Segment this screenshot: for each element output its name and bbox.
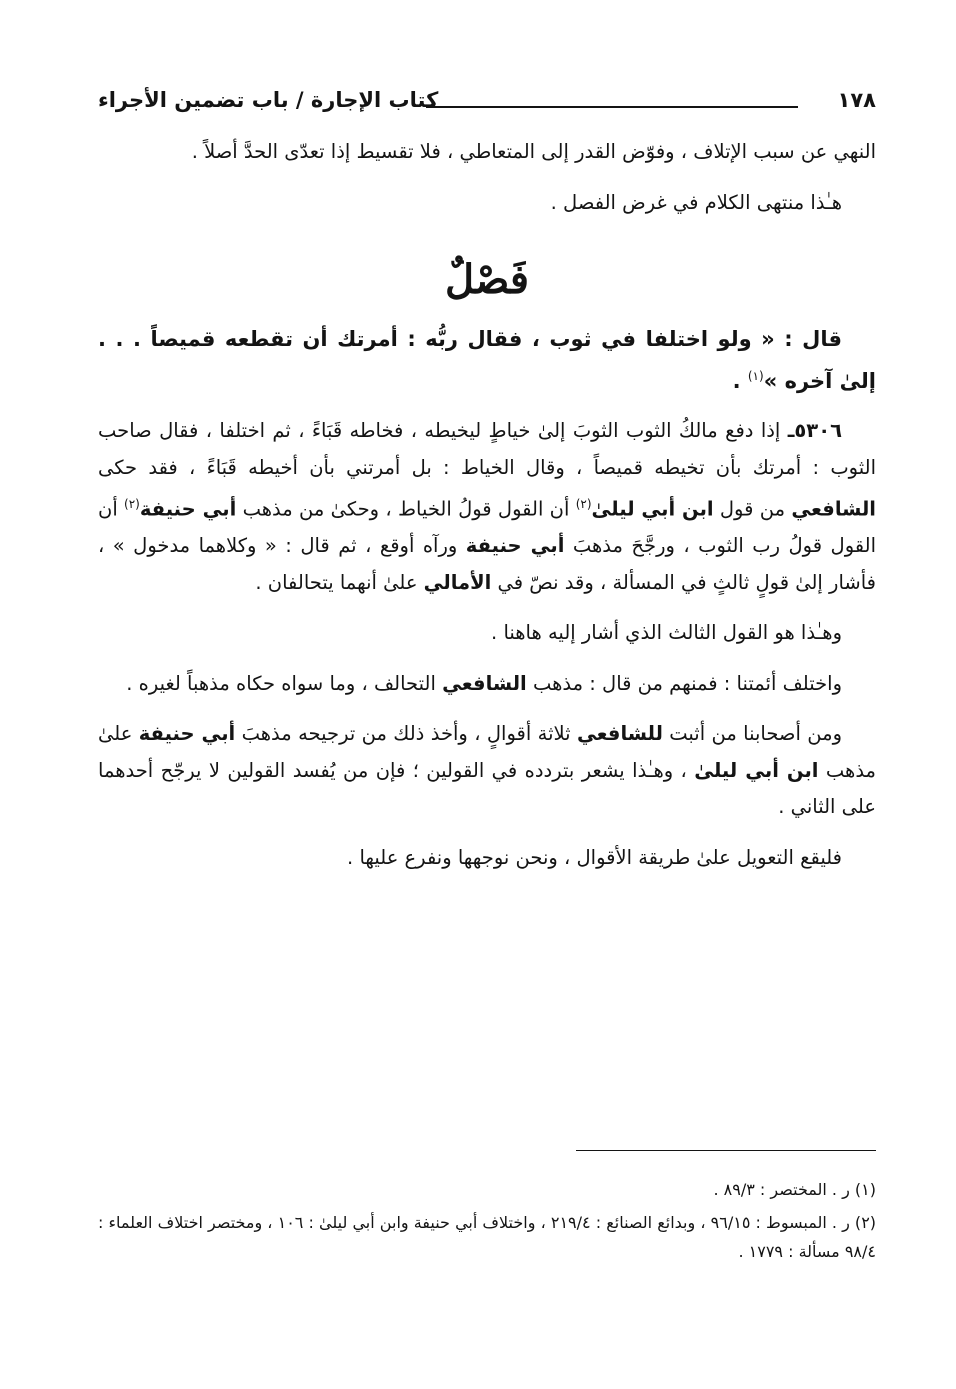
name-abu-hanifa: أبي حنيفة	[465, 534, 565, 557]
quote-end: .	[732, 368, 748, 393]
text-run: واختلف أئمتنا : فمنهم من قال : مذهب	[526, 671, 842, 695]
name-abu-hanifa: أبي حنيفة	[138, 722, 236, 745]
header-title: كتاب الإجارة / باب تضمين الأجراء	[98, 88, 439, 112]
name-shafii: الشافعي	[442, 671, 527, 695]
fasl-ornament-icon	[432, 251, 542, 309]
paragraph-three-opinions	[98, 716, 876, 826]
name-ibn-abi-layla: ابن أبي ليلىٰ	[591, 497, 714, 521]
paragraph-number: ٥٣٠٦ـ	[787, 419, 842, 442]
paragraph-third-opinion: وهـٰذا هو القول الثالث الذي أشار إليه هاهنا .	[491, 621, 842, 644]
section-heading-text: فَصْلٌ	[444, 256, 530, 303]
paragraph-continuation: النهي عن سبب الإتلاف ، وفوّض القدر إلى المتعاطي ، فلا تقسيط إذا تعدّى الحدَّ أصلاً .	[191, 140, 876, 163]
paragraph-disagreement	[98, 666, 876, 703]
footnote-2: (٢) ر . المبسوط : ٩٦/١٥ ، وبدائع الصنائع : ٢١٩/٤ ، واختلاف أبي حنيفة وابن أبي ليلىٰ : ١٠٦ ، ومختصر اختلاف العلماء : ٩٨/٤ مسألة : ١٧٧٩ .	[98, 1213, 877, 1261]
text-run: علىٰ أنهما يتحالفان .	[255, 570, 424, 594]
footnotes	[98, 1150, 876, 1270]
footnote-1: (١) ر . المختصر : ٨٩/٣ .	[713, 1180, 876, 1199]
paragraph-conclusion: هـٰذا منتهى الكلام في غرض الفصل .	[550, 190, 842, 214]
text-run: التحالف ، وما سواه حكاه مذهباً لغيره .	[126, 671, 443, 695]
footnote-ref: (٢)	[124, 497, 140, 511]
main-text	[98, 134, 876, 890]
text-run: أن القول قولُ رب الثوب ، ورجَّحَ مذهبَ	[98, 497, 876, 557]
name-shafii: للشافعي	[576, 722, 663, 745]
text-run: إذا دفع مالكُ الثوب الثوبَ إلىٰ خياطٍ ليخيطه ، فخاطه قَبَاءً ، ثم اختلفا ، فقال صاحب الثوب : أمرتك بأن تخيطه قميصاً ، وقال الخياط : بل أمرتني بأن أخيطه قَبَاءً ، فقد حكى	[98, 419, 876, 479]
name-ibn-abi-layla: ابن أبي ليلىٰ	[694, 758, 819, 782]
text-run: ومن أصحابنا من أثبت	[662, 722, 842, 745]
text-run: ورآه أوقع ، ثم قال : « وكلاهما مدخول » ، فأشار إلىٰ قولٍ ثالثٍ في المسألة ، وقد نصّ في	[98, 534, 876, 594]
quote-text: قال : « ولو اختلفا في ثوب ، فقال ربُّه : أمرتك أن تقطعه قميصاً . . . إلىٰ آخره »	[98, 327, 876, 393]
page-number: ١٧٨	[837, 88, 876, 112]
quoted-statement	[98, 321, 876, 399]
name-shafii: الشافعي	[791, 497, 876, 521]
text-run: ، وهـٰذا يشعر بتردده في القولين ؛ فإن من يُفسد القولين لا يرجّح أحدهما على الثاني .	[98, 758, 876, 818]
paragraph-5306	[98, 413, 876, 601]
text-run: من قول	[713, 497, 792, 521]
section-heading	[98, 251, 876, 309]
footnote-ref: (٢)	[575, 497, 592, 511]
name-abu-hanifa: أبي حنيفة	[139, 497, 237, 521]
text-run: ثلاثة أقوالٍ ، وأخذ ذلك من ترجيحه مذهبَ	[235, 722, 577, 745]
header-rule	[426, 106, 798, 108]
text-run: أن القول قولُ الخياط ، وحكىٰ من مذهب	[236, 497, 576, 521]
footnote-separator	[576, 1150, 876, 1151]
footnote-ref: (١)	[747, 368, 764, 383]
running-header	[98, 86, 876, 118]
paragraph-final: فليقع التعويل علىٰ طريقة الأقوال ، ونحن نوجهها ونفرع عليها .	[347, 845, 842, 869]
book-amali: الأمالي	[423, 570, 492, 594]
text-run: علىٰ مذهب	[98, 722, 876, 782]
